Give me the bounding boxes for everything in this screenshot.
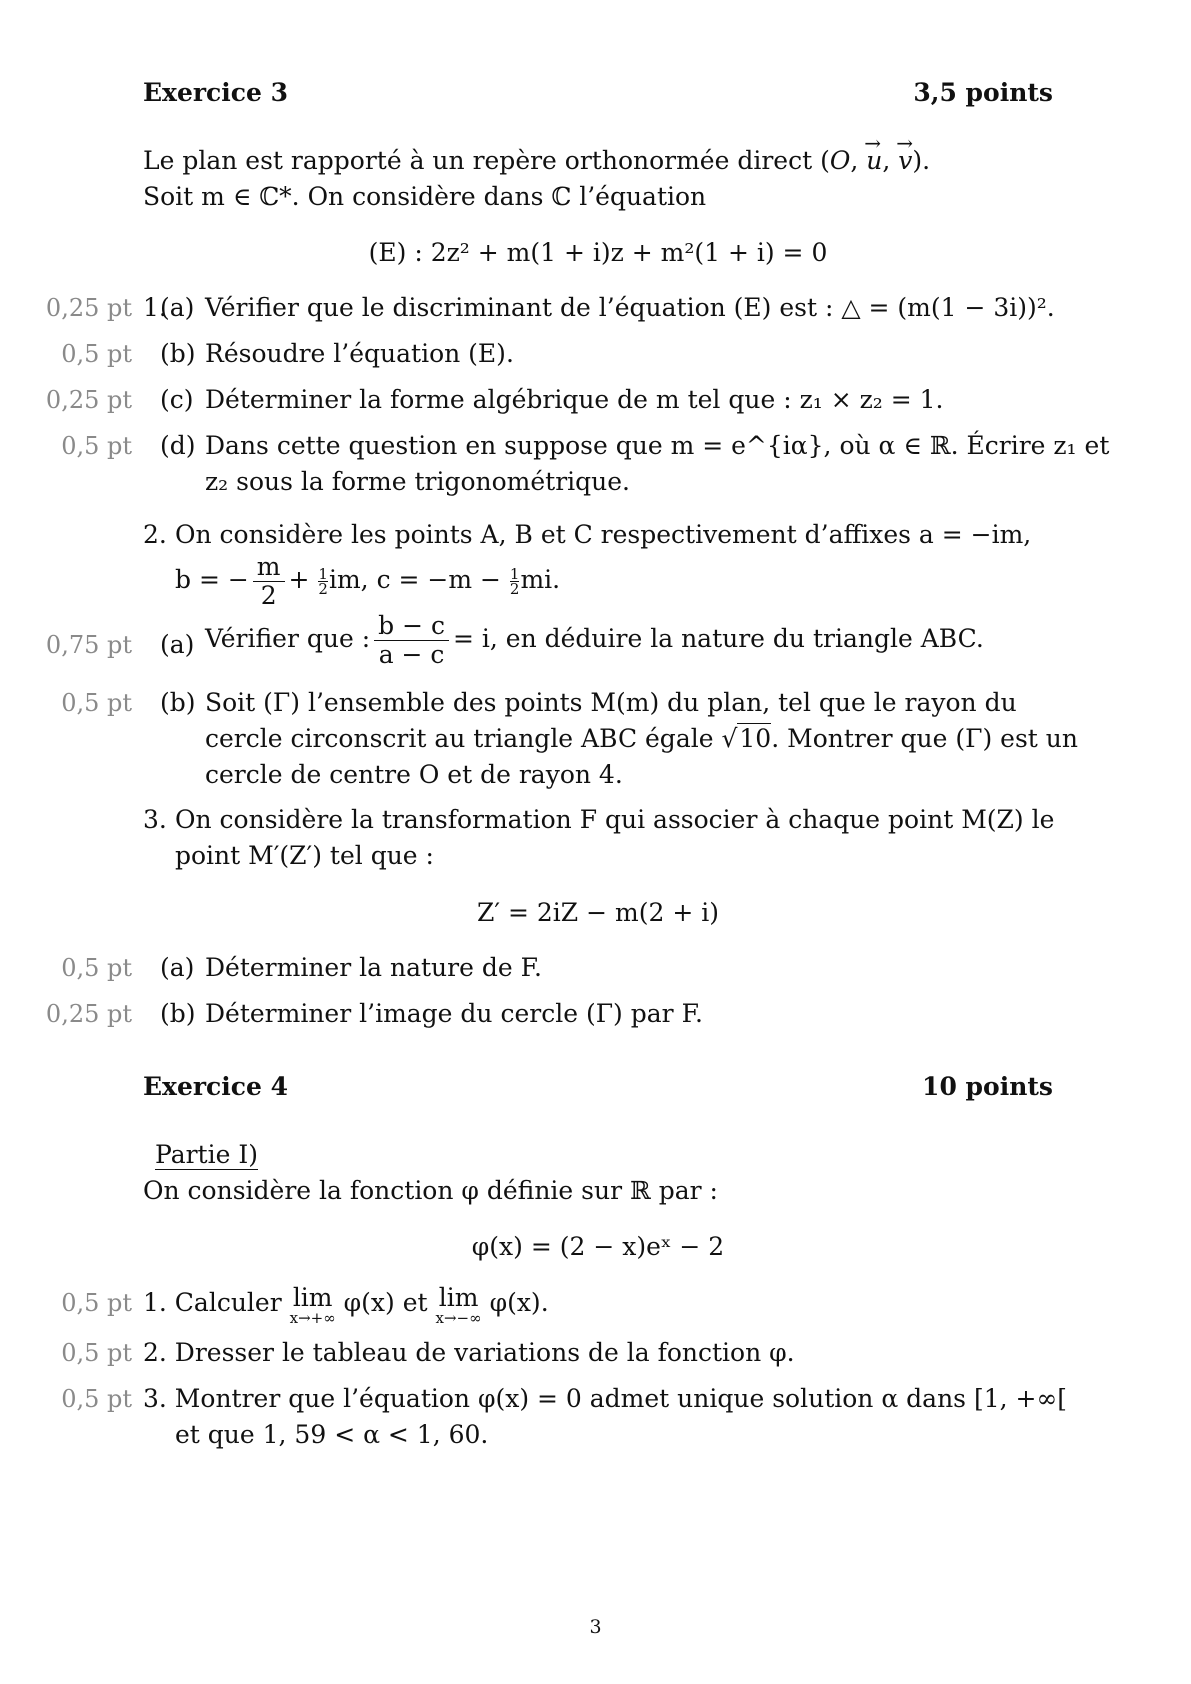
points-q3a: 0,5 pt xyxy=(61,954,132,982)
text-q2b-line-1: Soit (Γ) l’ensemble des points M(m) du plan, tel que le rayon du xyxy=(205,688,1017,717)
origin-o: O xyxy=(829,146,851,175)
fraction-ac: a − c xyxy=(378,640,445,669)
ex3-intro-line-1: Le plan est rapporté à un repère orthonormée direct (O, → u, → v). xyxy=(143,143,930,179)
points-q1b: 0,5 pt xyxy=(61,340,132,368)
label-q3a: (a) xyxy=(160,953,195,982)
label-q1b: (b) xyxy=(160,339,196,368)
affix-c-start: im, c = −m − xyxy=(328,565,501,594)
q1-end: φ(x). xyxy=(489,1288,549,1317)
text-ex4-q1 xyxy=(143,1285,549,1325)
points-ex4-q2: 0,5 pt xyxy=(61,1339,132,1367)
partie-1-heading xyxy=(155,1137,258,1173)
equation-e: (E) : 2z² + m(1 + i)z + m²(1 + i) = 0 xyxy=(368,238,828,267)
text-q1d-line-1: Dans cette question en suppose que m = e^{iα}, où α ∈ ℝ. Écrire z₁ et xyxy=(205,431,1110,460)
affix-c-end: mi. xyxy=(520,565,561,594)
fraction-half xyxy=(318,567,328,596)
text-q3b: Déterminer l’image du cercle (Γ) par F. xyxy=(205,999,703,1028)
vector-v: → v xyxy=(898,143,912,179)
label-q2a: (a) xyxy=(160,630,195,659)
text-q2b-line-3: cercle de centre O et de rayon 4. xyxy=(205,760,623,789)
text-q2a xyxy=(205,612,984,669)
half-numerator-2: 1 xyxy=(509,565,520,583)
points-q3b: 0,25 pt xyxy=(45,1000,132,1028)
lim-sub-plus: x→+∞ xyxy=(289,1309,336,1327)
text-q1b: Résoudre l’équation (E). xyxy=(205,339,514,368)
text-q2b-line-2 xyxy=(205,721,1078,757)
points-q1c: 0,25 pt xyxy=(45,386,132,414)
q2a-start: Vérifier que : xyxy=(205,624,371,653)
ex3-intro-line-2: Soit m ∈ ℂ*. On considère dans ℂ l’équation xyxy=(143,182,707,211)
text-q3-line-2: point M′(Z′) tel que : xyxy=(175,841,434,870)
points-q1d: 0,5 pt xyxy=(61,432,132,460)
exercise-4-title: Exercice 4 xyxy=(143,1072,288,1101)
limit-minus-infinity xyxy=(436,1285,482,1325)
label-q1d: (d) xyxy=(160,431,196,460)
fraction-denominator: 2 xyxy=(260,581,277,610)
exercise-3-title: Exercice 3 xyxy=(143,78,288,107)
equation-transformation: Z′ = 2iZ − m(2 + i) xyxy=(477,898,719,927)
lim-word-2: lim xyxy=(438,1283,479,1312)
q1-mid: φ(x) et xyxy=(343,1288,428,1317)
vector-u: → u xyxy=(866,143,882,179)
half-denominator-2: 2 xyxy=(509,580,520,598)
points-q2b: 0,5 pt xyxy=(61,689,132,717)
label-q2b: (b) xyxy=(160,688,196,717)
points-q2a: 0,75 pt xyxy=(45,631,132,659)
q1-start: 1. Calculer xyxy=(143,1288,282,1317)
q2b-line2-end: . Montrer que (Γ) est un xyxy=(771,724,1079,753)
ex4-intro: On considère la fonction φ définie sur ℝ par : xyxy=(143,1176,718,1205)
plus-sign: + xyxy=(288,565,310,594)
affix-b-start: b = − xyxy=(175,565,249,594)
points-ex4-q1: 0,5 pt xyxy=(61,1289,132,1317)
intro-end: ). xyxy=(912,146,931,175)
intro-text: Le plan est rapporté à un repère orthonormée direct ( xyxy=(143,146,830,175)
equation-phi: φ(x) = (2 − x)eˣ − 2 xyxy=(471,1232,725,1261)
text-q1d-line-2: z₂ sous la forme trigonométrique. xyxy=(205,467,630,496)
text-ex4-q3-line-2: et que 1, 59 < α < 1, 60. xyxy=(175,1420,489,1449)
text-q3-line-1: On considère la transformation F qui associer à chaque point M(Z) le xyxy=(175,805,1055,834)
q2a-end: = i, en déduire la nature du triangle ABC. xyxy=(453,624,984,653)
fraction-numerator: m xyxy=(253,553,285,582)
half-numerator: 1 xyxy=(318,565,328,583)
text-ex4-q3-line-1: 3. Montrer que l’équation φ(x) = 0 admet unique solution α dans [1, +∞[ xyxy=(143,1384,1068,1413)
exercise-3-points: 3,5 points xyxy=(913,78,1053,107)
question-2-number: 2. xyxy=(143,520,167,549)
q2b-line2-start: cercle circonscrit au triangle ABC égale √ xyxy=(205,724,738,753)
label-q1c: (c) xyxy=(160,385,194,414)
text-q1a: Vérifier que le discriminant de l’équation (E) est : △ = (m(1 − 3i))². xyxy=(205,293,1055,322)
lim-word: lim xyxy=(292,1283,333,1312)
partie-1-label: Partie I) xyxy=(155,1140,258,1169)
sqrt-10: 10 xyxy=(739,724,772,753)
text-ex4-q2: 2. Dresser le tableau de variations de la fonction φ. xyxy=(143,1338,795,1367)
fraction-bc: b − c xyxy=(374,612,449,641)
fraction-half-2 xyxy=(510,567,520,596)
lim-sub-minus: x→−∞ xyxy=(435,1309,482,1327)
exercise-4-points: 10 points xyxy=(922,1072,1053,1101)
text-q3a: Déterminer la nature de F. xyxy=(205,953,542,982)
half-denominator: 2 xyxy=(318,580,328,598)
fraction-m-over-2 xyxy=(253,553,285,610)
text-q2-line-2 xyxy=(175,553,560,610)
text-q2-line-1: On considère les points A, B et C respectivement d’affixes a = −im, xyxy=(175,520,1032,549)
question-1-number: 1. xyxy=(143,293,167,322)
points-q1a: 0,25 pt xyxy=(45,294,132,322)
fraction-b-c-over-a-c xyxy=(374,612,449,669)
label-q3b: (b) xyxy=(160,999,196,1028)
points-ex4-q3: 0,5 pt xyxy=(61,1385,132,1413)
limit-plus-infinity xyxy=(290,1285,336,1325)
question-3-number: 3. xyxy=(143,805,167,834)
label-q1a: (a) xyxy=(160,293,195,322)
page-number: 3 xyxy=(589,1616,602,1638)
text-q1c: Déterminer la forme algébrique de m tel que : z₁ × z₂ = 1. xyxy=(205,385,944,414)
